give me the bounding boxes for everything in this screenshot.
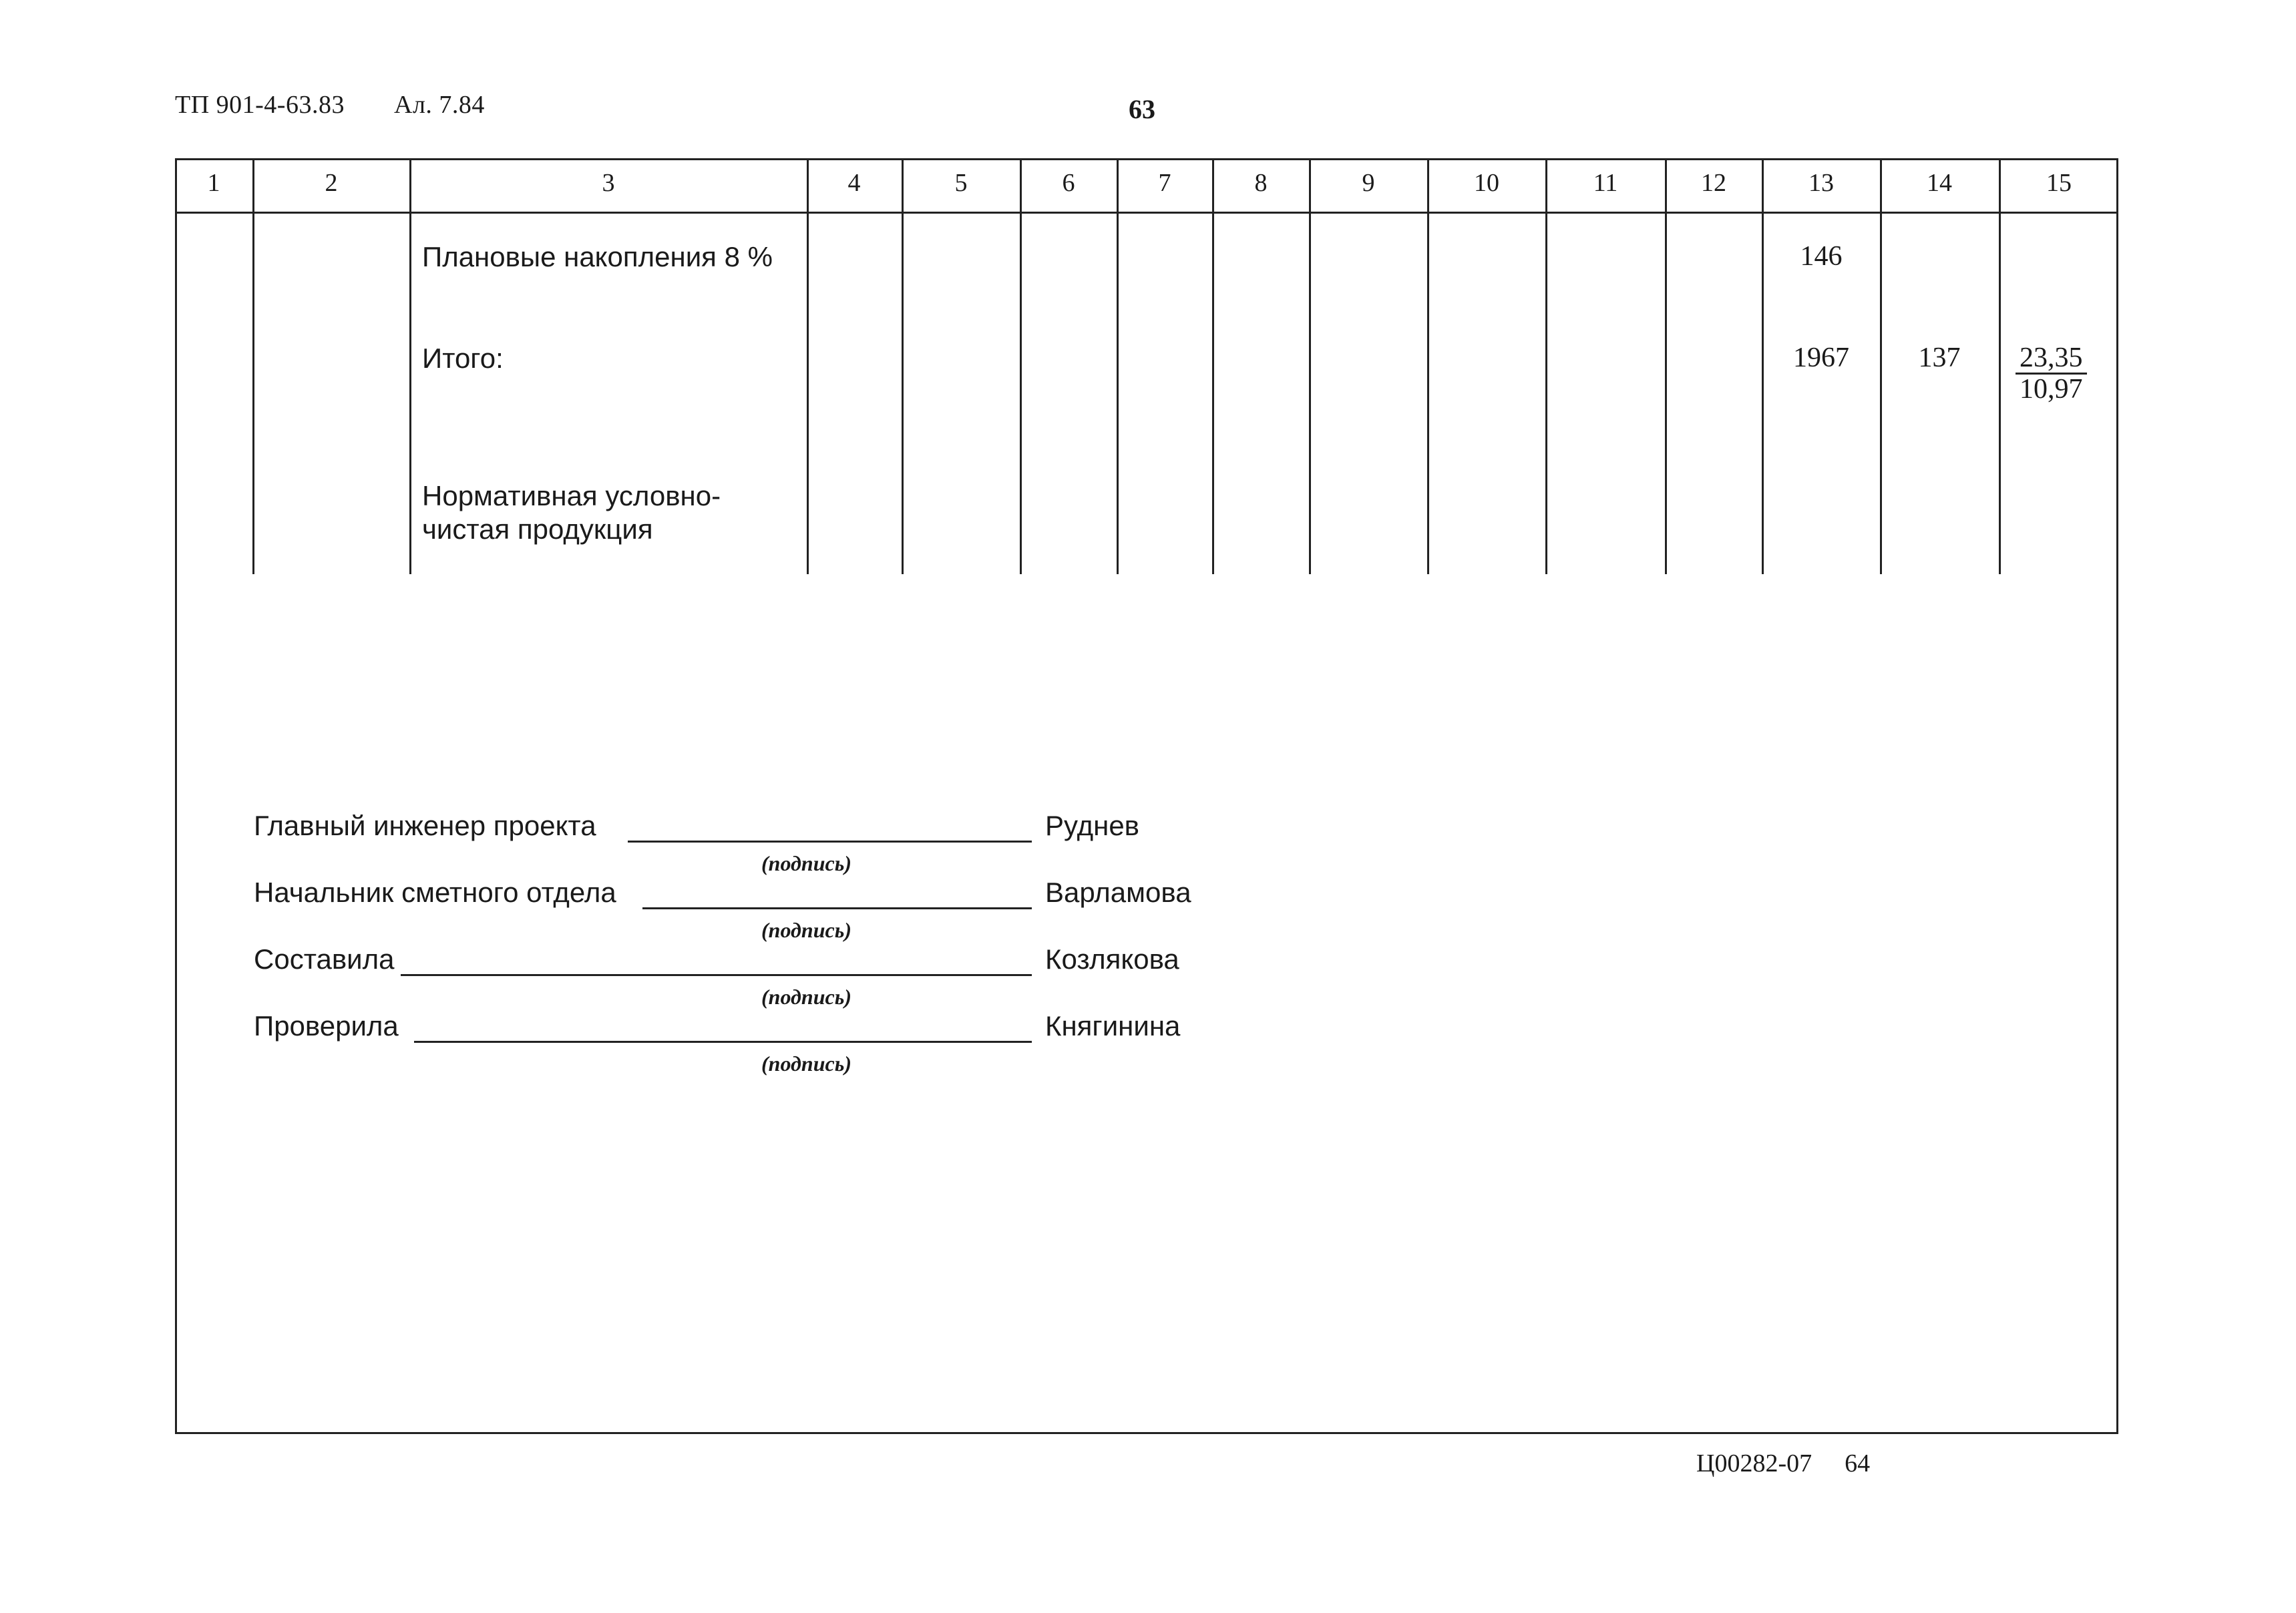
signature-line[interactable] <box>628 841 1032 843</box>
row-label-line2: чистая продукция <box>422 513 653 545</box>
column-number: 14 <box>1927 169 1952 197</box>
fraction-denominator: 10,97 <box>2020 374 2083 405</box>
row-label: Плановые накопления 8 % <box>422 241 773 272</box>
footer-code: Ц00282-07 <box>1696 1449 1812 1477</box>
header-row-divider <box>175 212 2118 214</box>
footer-sheet-number: 64 <box>1845 1449 1871 1477</box>
row-value-col14: 137 <box>1918 342 1961 373</box>
signature-line[interactable] <box>414 1041 1032 1043</box>
signature-role: Главный инженер проекта <box>254 810 596 841</box>
column-number: 10 <box>1474 169 1499 197</box>
signature-hint: (подпись) <box>761 918 851 942</box>
column-number: 4 <box>847 169 861 197</box>
signature-role: Проверила <box>254 1010 399 1042</box>
row-label-line1: Нормативная условно- <box>422 480 721 511</box>
column-number: 12 <box>1701 169 1726 197</box>
row-value-col13: 1967 <box>1793 342 1849 373</box>
document-code: ТП 901-4-63.83 <box>175 91 345 119</box>
signature-role: Составила <box>254 943 395 975</box>
footer <box>1696 1449 1870 1478</box>
signature-line[interactable] <box>401 974 1032 976</box>
column-number: 6 <box>1062 169 1075 197</box>
album-number: Ал. 7.84 <box>394 91 485 119</box>
page-number: 63 <box>1129 94 1155 124</box>
signature-name: Козлякова <box>1045 943 1179 975</box>
signature-name: Княгинина <box>1045 1010 1181 1042</box>
signature-line[interactable] <box>642 907 1032 909</box>
column-number: 9 <box>1362 169 1375 197</box>
signature-name: Варламова <box>1045 877 1191 908</box>
signature-hint: (подпись) <box>761 851 851 875</box>
row-value-col13: 146 <box>1800 241 1843 272</box>
fraction-numerator: 23,35 <box>2016 343 2087 375</box>
column-number: 2 <box>325 169 338 197</box>
column-number: 11 <box>1593 169 1618 197</box>
column-number: 7 <box>1158 169 1171 197</box>
column-number: 1 <box>207 169 220 197</box>
column-number: 13 <box>1808 169 1834 197</box>
signature-role: Начальник сметного отдела <box>254 877 616 908</box>
column-number: 5 <box>954 169 968 197</box>
row-label: Итого: <box>422 342 504 374</box>
signature-hint: (подпись) <box>761 1052 851 1076</box>
row-value-col15-fraction <box>2016 343 2087 404</box>
column-number: 8 <box>1254 169 1268 197</box>
column-number: 3 <box>602 169 615 197</box>
signature-name: Руднев <box>1045 810 1139 841</box>
signature-hint: (подпись) <box>761 985 851 1009</box>
column-number: 15 <box>2046 169 2072 197</box>
